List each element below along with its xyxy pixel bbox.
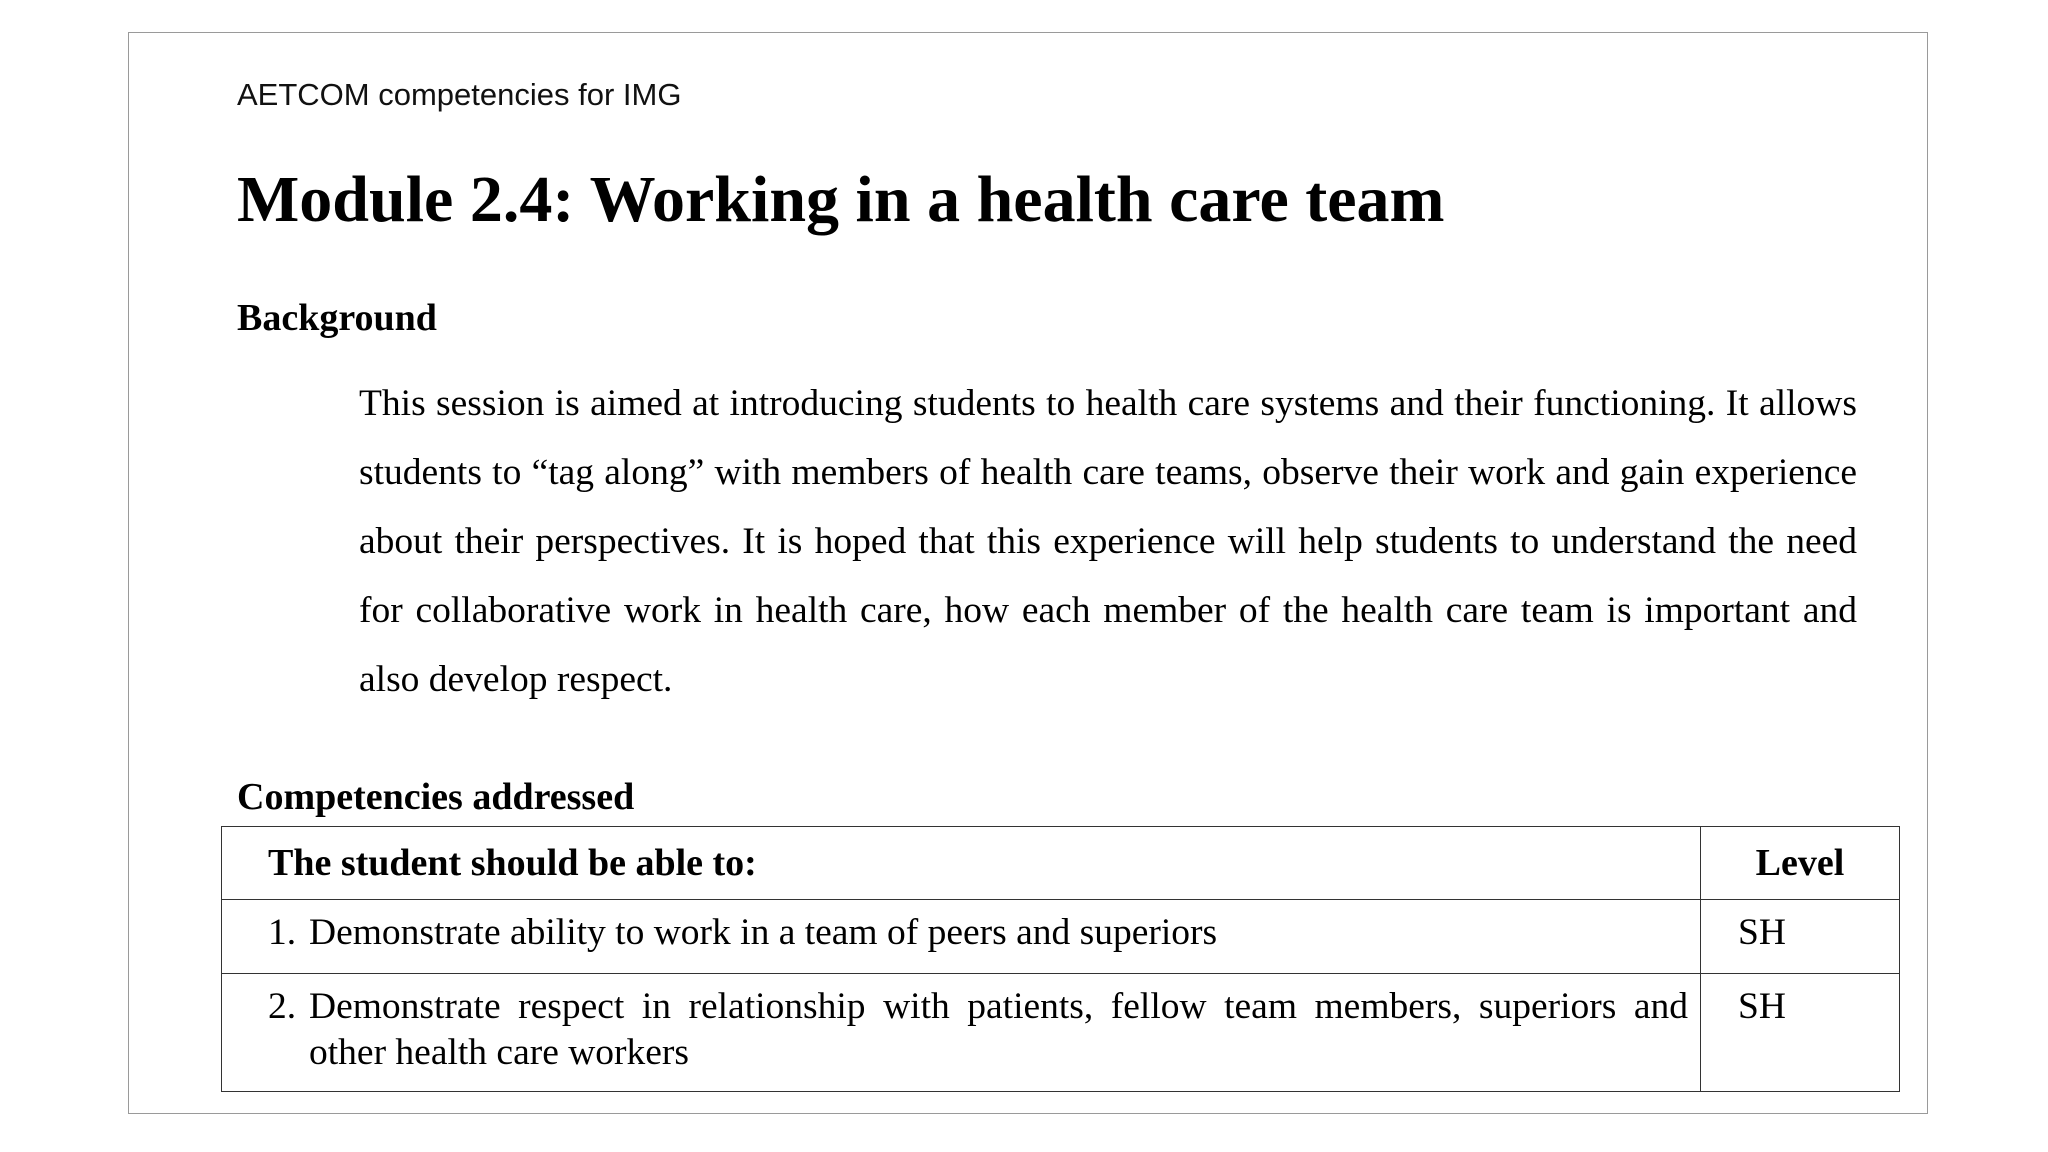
background-heading: Background xyxy=(237,297,437,339)
competency-text: Demonstrate respect in relationship with patients, fellow team members, superiors and other health care workers xyxy=(309,986,1688,1073)
competency-cell xyxy=(222,900,1701,974)
level-cell: SH xyxy=(1701,900,1900,974)
table-row xyxy=(222,900,1900,974)
column-header-level: Level xyxy=(1701,827,1900,900)
table-header-row xyxy=(222,827,1900,900)
module-title: Module 2.4: Working in a health care team xyxy=(237,163,1445,236)
competency-number: 2. xyxy=(268,986,297,1027)
column-header-item: The student should be able to: xyxy=(222,827,1701,900)
document-header: AETCOM competencies for IMG xyxy=(237,77,682,112)
competency-number: 1. xyxy=(268,912,297,953)
competencies-heading: Competencies addressed xyxy=(237,776,635,818)
competencies-table xyxy=(221,826,1900,1092)
level-cell: SH xyxy=(1701,974,1900,1092)
document-page xyxy=(128,32,1928,1114)
table-row xyxy=(222,974,1900,1092)
competency-cell xyxy=(222,974,1701,1092)
background-paragraph: This session is aimed at introducing students to health care systems and their functioning. It allows students to “tag along” with members of health care teams, observe their work and gain experience about their perspectives. It is hoped that this experience will help students to understand the need for collaborative work in health care, how each member of the health care team is important and also develop respect. xyxy=(359,383,1857,700)
competency-text: Demonstrate ability to work in a team of peers and superiors xyxy=(309,912,1218,953)
